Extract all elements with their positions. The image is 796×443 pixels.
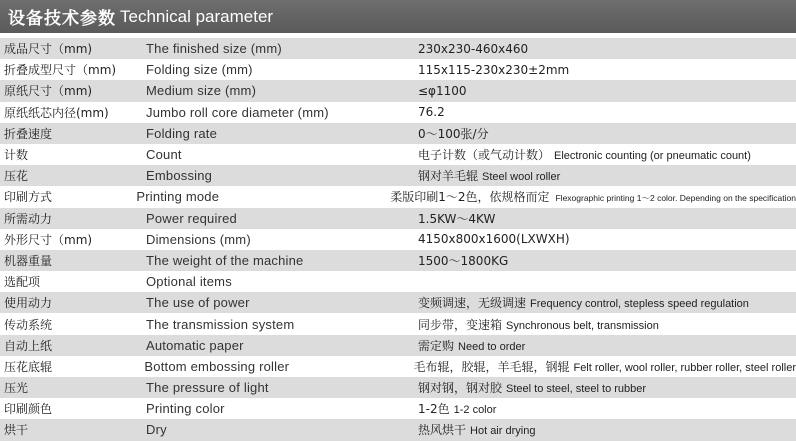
param-value [412, 167, 796, 184]
param-value [407, 358, 796, 375]
param-name-en: Printing mode [136, 189, 220, 205]
param-value-en: Electronic counting (or pneumatic count) [554, 150, 751, 163]
param-name-en: Jumbo roll core diameter (mm) [146, 104, 329, 120]
param-value-en: Steel to steel, steel to rubber [506, 383, 647, 396]
param-name-en: Dry [146, 422, 167, 438]
param-name-zh: 使用动力 [4, 296, 53, 311]
param-value-zh: 1.5KW～4KW [418, 211, 496, 226]
table-row [0, 356, 796, 377]
param-name-zh: 自动上纸 [4, 338, 53, 353]
param-value-zh: 柔版印刷1～2色，依规格而定 [390, 190, 550, 205]
param-value-zh: 4150x800x1600(LXWXH) [418, 232, 570, 247]
header-title-en: Technical parameter [120, 6, 274, 26]
param-name-zh: 计数 [4, 148, 29, 163]
param-name-en: Power required [146, 210, 237, 226]
param-value [412, 294, 796, 311]
table-row [0, 165, 796, 186]
param-value-en: Steel wool roller [482, 171, 561, 184]
param-value [412, 316, 796, 333]
param-value [412, 232, 796, 246]
param-name-en: Bottom embossing roller [144, 358, 290, 374]
param-value [412, 84, 796, 98]
table-row [0, 38, 796, 59]
param-name-en: Automatic paper [146, 337, 244, 353]
param-value [412, 421, 796, 438]
param-name-zh: 印刷颜色 [4, 402, 53, 417]
param-name-zh: 外形尺寸（mm) [4, 232, 93, 247]
param-value [412, 275, 796, 289]
param-name-zh: 压花底辊 [4, 359, 53, 374]
table-row [0, 419, 796, 440]
param-name-en: The weight of the machine [146, 252, 304, 268]
param-name-zh: 选配项 [4, 275, 41, 290]
param-value-zh: 同步带，变速箱 [418, 317, 503, 332]
param-name-en: Count [146, 147, 182, 163]
param-name-en: Dimensions (mm) [146, 231, 251, 247]
param-value-zh: 230x230-460x460 [418, 41, 529, 56]
table-row [0, 292, 796, 313]
param-value [412, 63, 796, 77]
param-name-en: Optional items [146, 274, 232, 290]
param-value [384, 188, 796, 205]
param-value-zh: 钢对羊毛辊 [418, 169, 479, 184]
table-header [0, 0, 796, 33]
parameter-table [0, 38, 796, 441]
table-row [0, 80, 796, 101]
param-name-en: Folding size (mm) [146, 62, 253, 78]
table-row [0, 123, 796, 144]
param-value-zh: 毛布辊，胶辊，羊毛辊，钢辊 [413, 359, 570, 374]
param-name-zh: 烘干 [4, 423, 29, 438]
table-row [0, 186, 796, 207]
param-name-zh: 原纸纸芯内径(mm) [4, 105, 109, 120]
param-value-zh: 需定购 [418, 338, 455, 353]
param-value [412, 252, 796, 269]
table-row [0, 335, 796, 356]
param-value-en: 1-2 color [453, 404, 497, 417]
param-name-zh: 机器重量 [4, 253, 53, 268]
table-row [0, 208, 796, 229]
param-name-zh: 压花 [4, 169, 29, 184]
param-value [412, 210, 796, 227]
param-value [412, 125, 796, 142]
table-row [0, 271, 796, 292]
param-name-zh: 折叠成型尺寸（mm) [4, 63, 117, 78]
table-row [0, 144, 796, 165]
param-value-zh: 电子计数（或气动计数） [418, 148, 551, 163]
param-value-en: Hot air drying [470, 425, 536, 438]
param-value [412, 379, 796, 396]
table-row [0, 229, 796, 250]
param-name-zh: 所需动力 [4, 211, 53, 226]
param-name-zh: 印刷方式 [4, 190, 53, 205]
table-row [0, 377, 796, 398]
param-value-zh: 热风烘干 [418, 423, 467, 438]
param-value [412, 42, 796, 56]
param-value-en: Flexographic printing 1～2 color. Depending on the specification [555, 193, 796, 204]
header-title-zh: 设备技术参数 [8, 9, 116, 29]
param-value-en: Need to order [458, 340, 526, 353]
param-value-en: Frequency control, stepless speed regulation [530, 298, 749, 311]
param-name-en: Folding rate [146, 125, 218, 141]
param-name-en: The use of power [146, 295, 250, 311]
param-value [412, 105, 796, 119]
param-name-zh: 传动系统 [4, 317, 53, 332]
table-row [0, 313, 796, 334]
param-name-zh: 压光 [4, 381, 29, 396]
table-row [0, 59, 796, 80]
param-value-zh: 1-2色 [418, 402, 450, 417]
param-value-zh: 115x115-230x230±2mm [418, 62, 570, 77]
param-name-en: The pressure of light [146, 380, 269, 396]
param-value-zh: 1500～1800KG [418, 253, 509, 268]
param-value-zh: 钢对钢，钢对胶 [418, 381, 503, 396]
param-name-zh: 原纸尺寸（mm) [4, 84, 93, 99]
param-name-en: The transmission system [146, 316, 295, 332]
param-name-zh: 折叠速度 [4, 126, 53, 141]
param-name-en: The finished size (mm) [146, 41, 282, 57]
param-value [412, 400, 796, 417]
param-value [412, 337, 796, 354]
table-row [0, 102, 796, 123]
param-value-zh: 76.2 [418, 105, 445, 120]
param-name-zh: 成品尺寸（mm) [4, 42, 93, 57]
param-value-zh: 0～100张/分 [418, 126, 489, 141]
table-row [0, 250, 796, 271]
param-name-en: Embossing [146, 168, 213, 184]
param-name-en: Printing color [146, 401, 225, 417]
param-value-en: Synchronous belt, transmission [506, 319, 659, 332]
param-value-zh: ≤φ1100 [418, 83, 467, 98]
param-name-en: Medium size (mm) [146, 83, 257, 99]
param-value-en: Felt roller, wool roller, rubber roller, steel roller [573, 361, 796, 374]
table-row [0, 398, 796, 419]
param-value-zh: 变频调速，无级调速 [418, 296, 527, 311]
param-value [412, 146, 796, 163]
